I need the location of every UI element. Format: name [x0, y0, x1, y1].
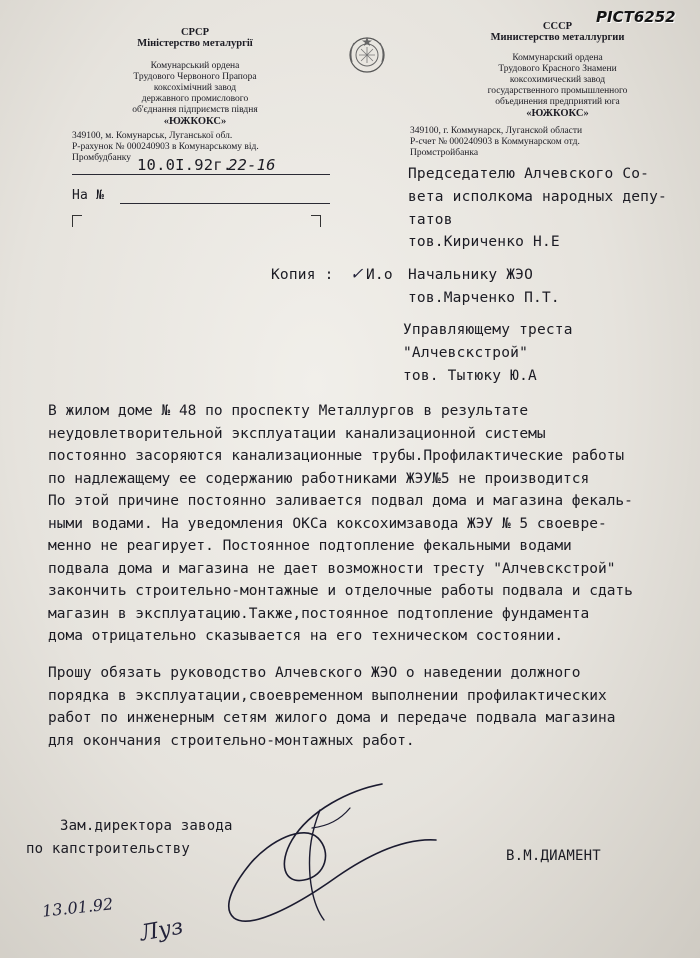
handwritten-date: 13.01.92	[41, 894, 115, 921]
body-line: подвала дома и магазина не дает возможности тресту "Алчевскстрой"	[48, 560, 616, 577]
body-line: закончить строительно-монтажные и отделочные работы подвала и сдать	[48, 583, 633, 599]
recipient-line: тов.Кириченко Н.Е	[408, 234, 560, 250]
letterhead-ru-line: объединения предприятий юга	[495, 97, 620, 107]
letterhead-ua-line: державного промислового	[141, 94, 249, 104]
na-number-underline	[120, 203, 330, 204]
address-corner-mark	[72, 215, 82, 216]
address-corner-mark	[311, 215, 321, 216]
body-line: ными водами. На уведомления ОКСа коксохимзавода ЖЭУ № 5 своевре-	[48, 515, 607, 532]
body-line: порядка в эксплуатации,своевременном выполнении профилактических	[48, 687, 607, 704]
letterhead-ua-line: Трудового Червоного Прапора	[133, 72, 257, 82]
body-line: для окончания строительно-монтажных работ.	[48, 732, 415, 749]
letterhead-ru-address-line: Р-счет № 000240903 в Коммунарском отд.	[410, 137, 580, 147]
letterhead-ukrainian	[100, 27, 290, 127]
copy-recipient-line: тов.Марченко П.Т.	[408, 290, 560, 306]
recipient-line: вета исполкома народных депу-	[408, 189, 667, 205]
body-line: дома отрицательно сказывается на его техническом состоянии.	[48, 628, 564, 644]
na-number-label: На №	[72, 188, 105, 203]
body-line: работ по инженерным сетям жилого дома и передаче подвала магазина	[48, 710, 616, 726]
copy-prefix: И.о	[366, 267, 393, 283]
letterhead-ua-line: об'єднання підприємств півдня	[132, 105, 258, 115]
body-line: магазин в эксплуатацию.Также,постоянное подтопление фундамента	[48, 605, 590, 622]
body-paragraph-1	[48, 400, 633, 648]
letterhead-ru-line: государственного промышленного	[487, 86, 628, 96]
recipient-line: Председателю Алчевского Со-	[408, 166, 650, 182]
photo-label: PICT6252	[596, 8, 676, 26]
address-corner-mark	[320, 215, 321, 227]
letterhead-ru-line: коксохимический завод	[509, 75, 606, 85]
letterhead-ru-line: Трудового Красного Знамени	[498, 64, 617, 74]
document-date: 10.0I.92г.	[137, 156, 233, 174]
address-corner-mark	[72, 215, 73, 227]
handwritten-signature	[200, 780, 440, 930]
signatory-title-line: Зам.директора завода	[60, 818, 233, 834]
letterhead-ru-line: «ЮЖКОКС»	[526, 108, 589, 119]
copy-check-mark: ✓	[350, 264, 364, 283]
letterhead-ua-address-line: Промбудбанку	[72, 153, 132, 163]
body-line: постоянно засоряются канализационные трубы.Профилактические работы	[48, 448, 625, 464]
copy-recipient-line: тов. Тытюку Ю.А	[403, 368, 537, 384]
letterhead-ua-address-line: Р-рахунок № 000240903 в Комунарському від.	[72, 142, 259, 152]
recipient-line: татов	[408, 212, 453, 228]
body-line: по надлежащему ее содержанию работниками ЖЭУ№5 не производится	[48, 470, 590, 487]
copy-recipient-line: Начальнику ЖЭО	[408, 267, 534, 283]
letterhead-russian	[470, 21, 645, 119]
copy-recipient-line: "Алчевскстрой"	[403, 345, 529, 361]
handwritten-initials: Луз	[138, 914, 185, 947]
copy-label: Копия :	[271, 267, 334, 283]
letterhead-ua-line: «ЮЖКОКС»	[163, 116, 227, 127]
signatory-name: В.М.ДИАМЕНТ	[506, 848, 601, 864]
letterhead-ru-address-line: 349100, г. Коммунарск, Луганской области	[410, 126, 583, 136]
letterhead-ua-country: СРСР	[180, 27, 210, 38]
body-line: менно не реагирует. Постоянное подтопление фекальными водами	[48, 538, 572, 554]
signatory-title-line: по капстроительству	[26, 841, 190, 857]
letterhead-ru-line: Коммунарский ордена	[512, 53, 603, 63]
letterhead-ua-address-line: 349100, м. Комунарськ, Луганської обл.	[72, 131, 233, 141]
letterhead-ua-ministry: Міністерство металургії	[137, 38, 253, 49]
body-line: неудовлетворительной эксплуатации канализационной системы	[48, 425, 546, 442]
body-line: По этой причине постоянно заливается подвал дома и магазина фекаль-	[48, 493, 633, 509]
copy-recipient-line: Управляющему треста	[403, 322, 573, 338]
letterhead-ua-line: коксохімічний завод	[153, 83, 237, 93]
registration-number: 22-16	[228, 156, 276, 174]
letterhead-ru-ministry: Министерство металлургии	[490, 32, 625, 43]
date-underline	[72, 174, 330, 175]
body-paragraph-2	[48, 662, 615, 752]
letterhead-ua-line: Комунарський ордена	[150, 61, 240, 71]
letterhead-ru-address-line: Промстройбанка	[410, 148, 479, 158]
letterhead-ru-country: СССР	[542, 21, 573, 32]
body-line: В жилом доме № 48 по проспекту Металлургов в результате	[48, 403, 529, 419]
coat-of-arms-emblem	[346, 34, 388, 76]
body-line: Прошу обязать руководство Алчевского ЖЭО о наведении должного	[48, 665, 581, 681]
